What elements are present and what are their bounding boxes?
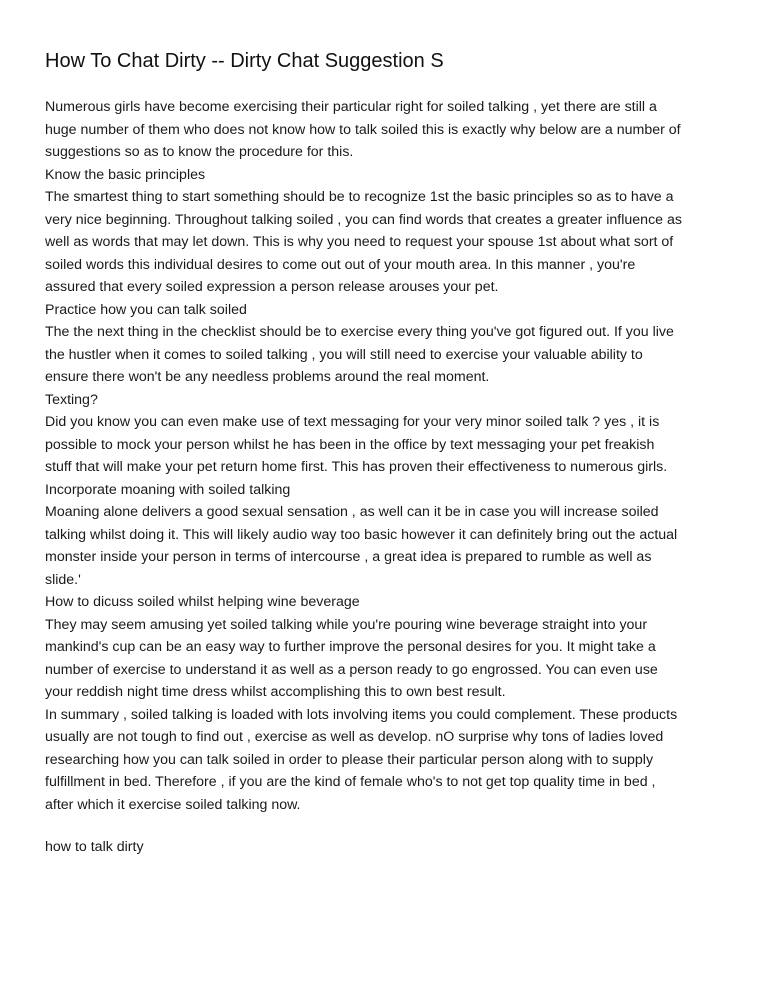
- body-line: In summary , soiled talking is loaded with lots involving items you could complement. These products: [45, 706, 678, 723]
- body-line: possible to mock your person whilst he has been in the office by text messaging your pet freakish: [45, 436, 655, 453]
- section-heading: Know the basic principles: [45, 166, 206, 183]
- body-line: Moaning alone delivers a good sexual sensation , as well can it be in case you will increase soiled: [45, 504, 659, 520]
- body-line: The smartest thing to start something should be to recognize 1st the basic principles so as to have a: [45, 189, 674, 205]
- section-heading: Incorporate moaning with soiled talking: [45, 481, 291, 498]
- body-line: assured that every soiled expression a person release arouses your pet.: [45, 279, 499, 295]
- body-line: Numerous girls have become exercising their particular right for soiled talking , yet there are still a: [45, 99, 657, 115]
- body-line: talking whilst doing it. This will likely audio way too basic however it can definitely bring out the actual: [45, 526, 678, 543]
- body-line: stuff that will make your pet return home first. This has proven their effectiveness to numerous girls.: [45, 459, 668, 475]
- body-line: fulfillment in bed. Therefore , if you are the kind of female who's to not get top quality time in bed ,: [45, 774, 656, 790]
- section-heading: Practice how you can talk soiled: [45, 301, 247, 318]
- body-line: slide.': [45, 571, 81, 588]
- body-line: The the next thing in the checklist should be to exercise every thing you've got figured out. If you live: [45, 324, 674, 340]
- body-line: huge number of them who does not know how to talk soiled this is exactly why below are a number of: [45, 121, 681, 138]
- body-line: soiled words this individual desires to come out out of your mouth area. In this manner , you're: [45, 256, 636, 273]
- body-line: after which it exercise soiled talking now.: [45, 796, 301, 813]
- body-line: usually are not tough to find out , exercise as well as develop. nO surprise why tons of ladies loved: [45, 729, 664, 745]
- body-line: suggestions so as to know the procedure for this.: [45, 144, 354, 160]
- body-line: ensure there won't be any needless problems around the real moment.: [45, 369, 490, 385]
- body-line: the hustler when it comes to soiled talking , you will still need to exercise your valuable ability to: [45, 346, 643, 363]
- body-line: Did you know you can even make use of text messaging for your very minor soiled talk ? yes , it is: [45, 414, 660, 430]
- body-line: monster inside your person in terms of intercourse , a great idea is prepared to rumble as well as: [45, 549, 652, 565]
- body-line: very nice beginning. Throughout talking soiled , you can find words that creates a greater influence as: [45, 211, 682, 228]
- body-line: They may seem amusing yet soiled talking while you're pouring wine beverage straight into your: [45, 616, 648, 633]
- body-line: your reddish night time dress whilst accomplishing this to own best result.: [45, 684, 506, 700]
- body-line: well as words that may let down. This is why you need to request your spouse 1st about what sort of: [45, 234, 674, 250]
- body-line: mankind's cup can be an easy way to further improve the personal desires for you. It might take a: [45, 639, 656, 655]
- footer-keyword: how to talk dirty: [45, 839, 144, 855]
- body-line: number of exercise to understand it as well as a person ready to go engrossed. You can even use: [45, 661, 658, 678]
- body-line: researching how you can talk soiled in order to please their particular person along with to supply: [45, 751, 654, 768]
- section-heading: Texting?: [45, 391, 98, 408]
- page-title: How To Chat Dirty -- Dirty Chat Suggestion S: [45, 50, 444, 72]
- section-heading: How to dicuss soiled whilst helping wine beverage: [45, 594, 360, 610]
- article-body: [45, 96, 735, 816]
